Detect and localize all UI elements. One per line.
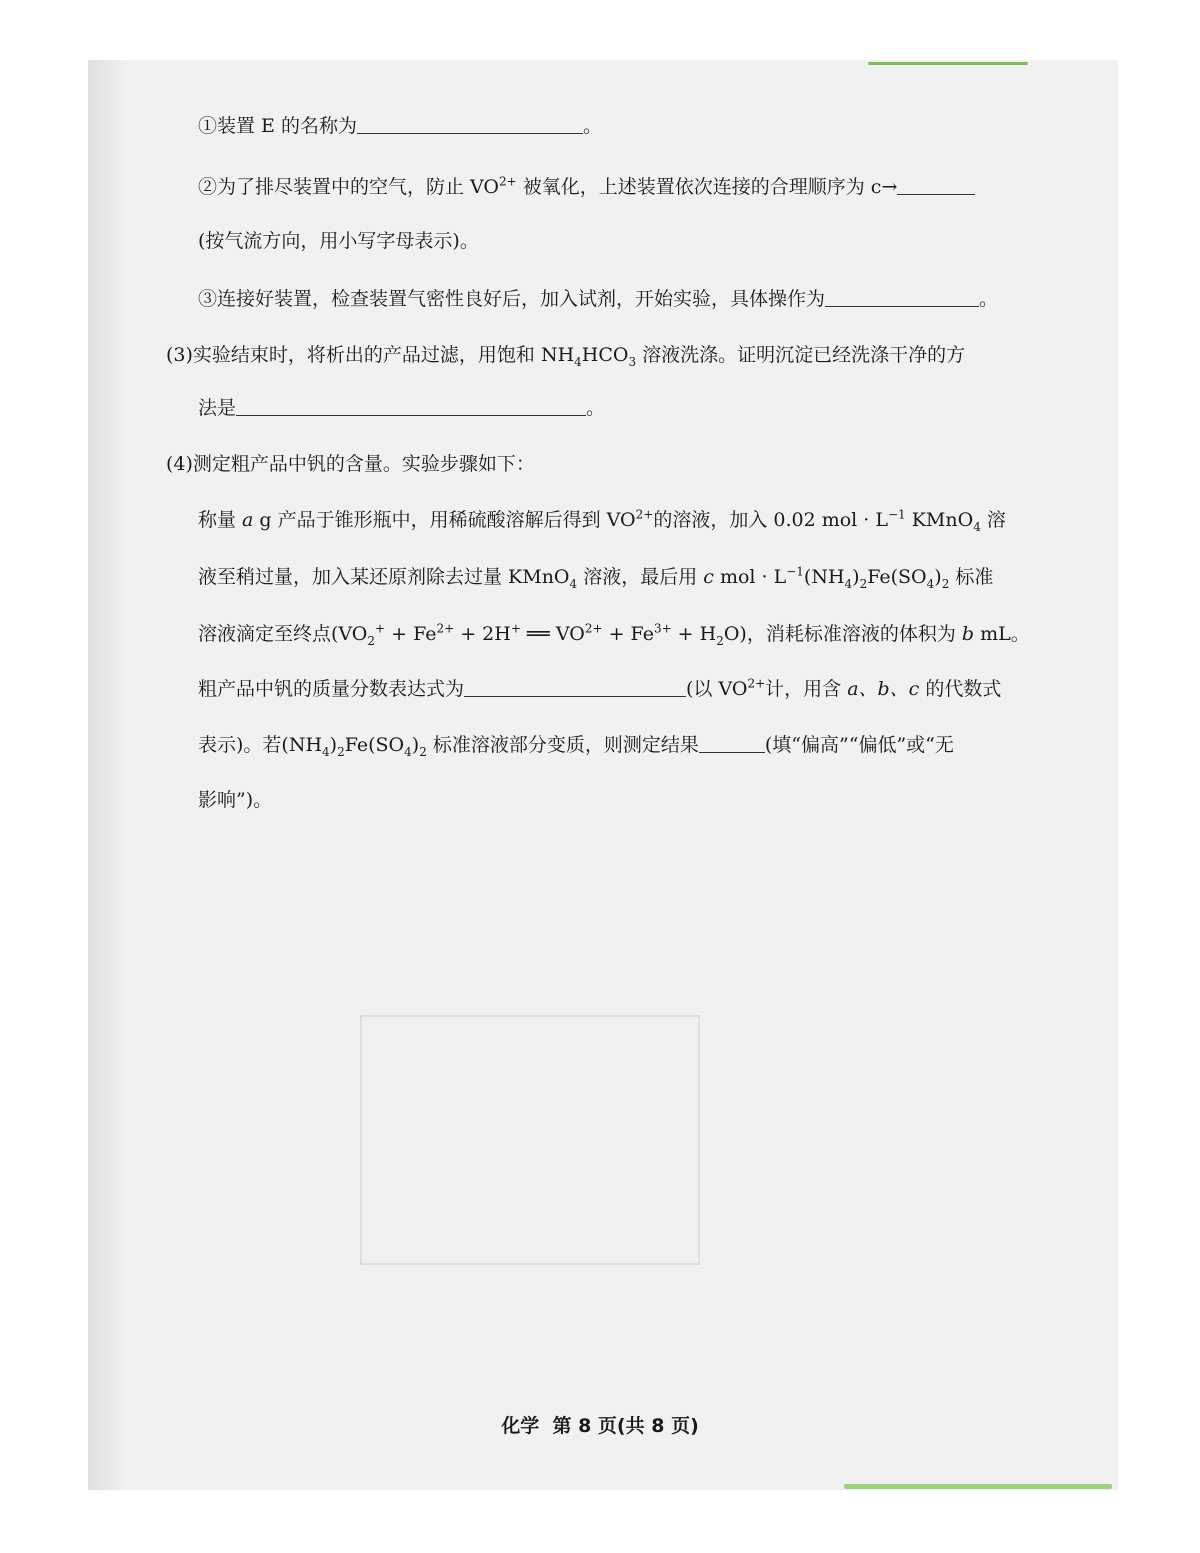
question-text: 。 — [582, 115, 602, 137]
show-through-box — [698, 1015, 700, 1265]
question-text: + Fe — [385, 623, 437, 645]
question-text: 标准 — [949, 566, 994, 588]
superscript: + — [510, 621, 521, 636]
question-text: ②为了排尽装置中的空气，防止 VO — [198, 176, 500, 198]
show-through-box — [360, 1015, 362, 1265]
question-text: 法是 — [198, 397, 237, 419]
subscript: 4 — [973, 519, 981, 534]
subscript: 2 — [337, 744, 345, 759]
question-text: + Fe — [602, 623, 654, 645]
subscript: 4 — [404, 744, 412, 759]
variable: a — [242, 509, 254, 531]
question-text: (以 VO — [686, 678, 748, 700]
question-text: ) — [411, 734, 420, 756]
subscript: 2 — [367, 633, 376, 648]
question-text: g 产品于锥形瓶中，用稀硫酸溶解后得到 VO — [253, 509, 636, 531]
question-4-p3 — [198, 620, 1030, 648]
superscript: + — [375, 621, 386, 636]
subscript: 2 — [941, 576, 950, 591]
answer-blank[interactable] — [236, 395, 586, 416]
page-footer — [0, 1411, 1200, 1438]
green-edge-bottom — [844, 1484, 1112, 1489]
question-text: 被氧化，上述装置依次连接的合理顺序为 c→ — [516, 176, 898, 198]
question-text: 溶液，最后用 — [577, 566, 704, 588]
subscript: 4 — [926, 576, 935, 591]
answer-blank[interactable] — [699, 732, 765, 753]
question-text: + 2H — [454, 623, 511, 645]
question-text: (填“偏高”“偏低”或“无 — [764, 734, 954, 756]
answer-blank[interactable] — [897, 174, 975, 195]
question-4-title: (4)测定粗产品中钒的含量。实验步骤如下： — [166, 453, 535, 475]
question-text: mL。 — [974, 623, 1030, 645]
question-text: (NH — [803, 566, 845, 588]
question-text: + H — [671, 623, 717, 645]
question-text: ) — [329, 734, 338, 756]
question-text: 标准溶液部分变质，则测定结果 — [426, 734, 699, 756]
page-number: 第 8 页(共 8 页) — [552, 1415, 699, 1437]
superscript: −1 — [887, 507, 906, 522]
question-text: 溶液洗涤。证明沉淀已经洗涤干净的方 — [636, 344, 966, 366]
question-text: O)，消耗标准溶液的体积为 — [723, 623, 962, 645]
question-4-p4 — [198, 675, 1001, 703]
variable: a、b、c — [847, 678, 920, 700]
question-2-2 — [198, 173, 975, 201]
question-3-line2 — [198, 394, 605, 422]
question-text: ③连接好装置，检查装置气密性良好后，加入试剂，开始实验，具体操作为 — [198, 288, 826, 310]
question-text: ①装置 E 的名称为 — [198, 115, 357, 137]
superscript: 2+ — [584, 621, 603, 636]
question-text: KMnO — [905, 509, 974, 531]
question-2-3 — [198, 285, 998, 313]
question-text: (3)实验结束时，将析出的产品过滤，用饱和 NH — [166, 344, 575, 366]
question-4-p5 — [198, 731, 954, 759]
question-text: 表示)。若(NH — [198, 734, 323, 756]
answer-blank[interactable] — [825, 286, 979, 307]
subscript: 2 — [716, 633, 724, 648]
subscript: 4 — [574, 354, 582, 369]
question-2-1 — [198, 112, 602, 140]
subscript: 4 — [322, 744, 330, 759]
subject-label: 化学 — [501, 1415, 540, 1437]
green-edge-top — [868, 62, 1028, 65]
question-text: ══ VO — [520, 623, 585, 645]
superscript: 2+ — [747, 676, 766, 691]
question-3 — [166, 341, 965, 369]
question-text: 。 — [586, 397, 606, 419]
question-text: mol · L — [713, 566, 787, 588]
subscript: 2 — [419, 744, 427, 759]
subscript: 2 — [859, 576, 868, 591]
variable: c — [703, 566, 714, 588]
question-text: 溶 — [980, 509, 1006, 531]
question-text: 粗产品中钒的质量分数表达式为 — [198, 678, 465, 700]
superscript: 2+ — [436, 621, 455, 636]
question-text: 计，用含 — [765, 678, 848, 700]
question-4-p2 — [198, 563, 993, 591]
paper-shadow — [88, 60, 128, 1490]
question-text: 液至稍过量，加入某还原剂除去过量 KMnO — [198, 566, 570, 588]
question-4-p6: 影响”)。 — [198, 789, 273, 811]
superscript: 2+ — [635, 507, 654, 522]
question-4-p1 — [198, 506, 1006, 534]
superscript: 2+ — [499, 174, 517, 189]
question-text: ) — [934, 566, 942, 588]
subscript: 4 — [569, 576, 578, 591]
question-text: 称量 — [198, 509, 243, 531]
variable: b — [961, 623, 975, 645]
superscript: −1 — [786, 564, 804, 579]
question-text: Fe(SO — [867, 566, 927, 588]
subscript: 3 — [628, 354, 637, 369]
subscript: 4 — [844, 576, 853, 591]
answer-blank[interactable] — [464, 676, 686, 697]
paper-background — [88, 60, 1118, 1490]
question-text: 的代数式 — [919, 678, 1002, 700]
question-text: Fe(SO — [344, 734, 405, 756]
question-text: HCO — [581, 344, 629, 366]
question-2-2-line2: (按气流方向，用小写字母表示)。 — [198, 230, 479, 252]
question-text: 溶液滴定至终点(VO — [198, 623, 368, 645]
question-text: 。 — [979, 288, 999, 310]
question-text: ) — [852, 566, 860, 588]
superscript: 3+ — [653, 621, 672, 636]
show-through-box — [360, 1015, 700, 1017]
question-text: 的溶液，加入 0.02 mol · L — [653, 509, 888, 531]
answer-blank[interactable] — [357, 113, 583, 134]
show-through-box — [360, 1263, 700, 1265]
